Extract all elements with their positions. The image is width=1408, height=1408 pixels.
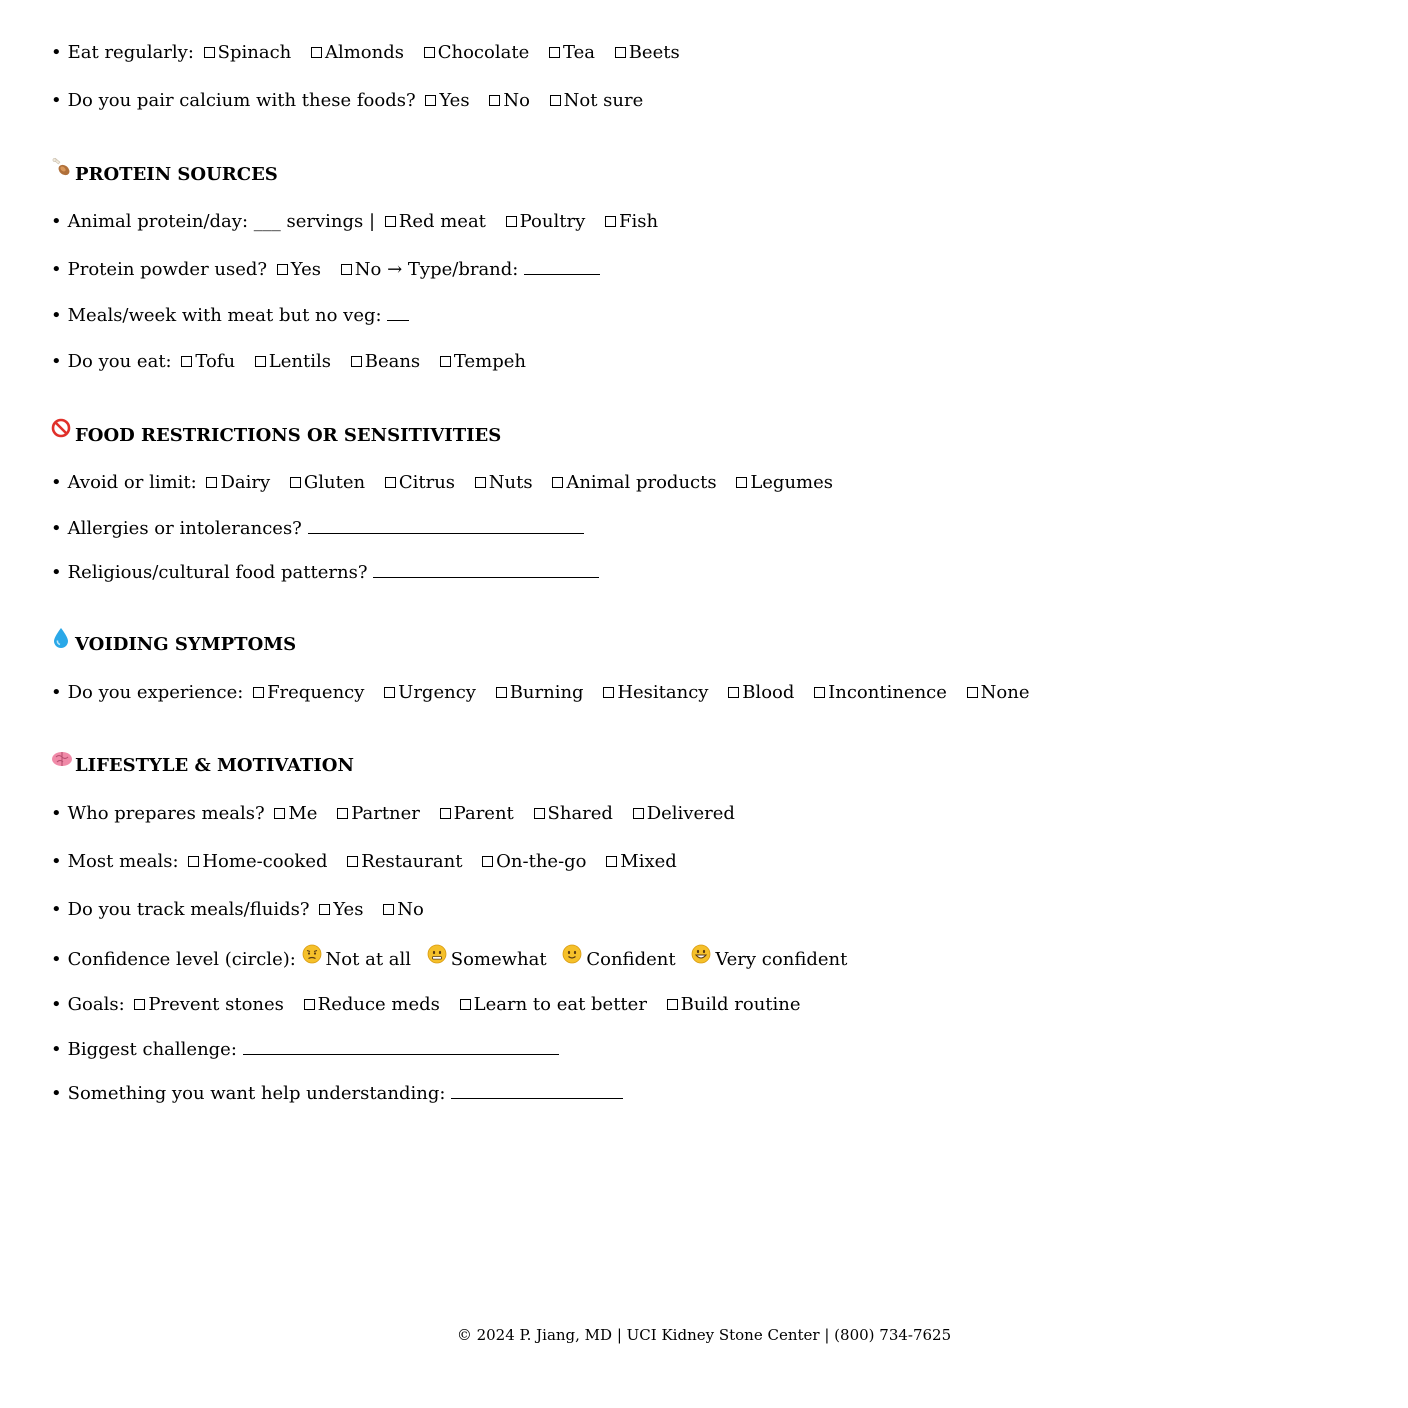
checkbox-beans[interactable] xyxy=(351,356,362,367)
who-prepares-label: Who prepares meals? xyxy=(67,803,265,824)
checkbox-hesitancy[interactable] xyxy=(603,687,614,698)
option-blood: Blood xyxy=(742,682,795,703)
confidence-row xyxy=(51,944,857,972)
checkbox-powder-no[interactable] xyxy=(341,264,352,275)
pair-calcium-row xyxy=(51,89,653,113)
checkbox-burning[interactable] xyxy=(496,687,507,698)
poultry-leg-icon xyxy=(51,161,71,181)
checkbox-gluten[interactable] xyxy=(290,477,301,488)
checkbox-delivered[interactable] xyxy=(633,808,644,819)
brain-icon xyxy=(51,752,71,772)
option-beans: Beans xyxy=(364,351,421,372)
bullet: • xyxy=(51,1083,62,1104)
checkbox-red-meat[interactable] xyxy=(385,216,396,227)
option-delivered: Delivered xyxy=(646,803,735,824)
checkbox-beets[interactable] xyxy=(615,47,626,58)
checkbox-fish[interactable] xyxy=(605,216,616,227)
option-learn-to-eat-better: Learn to eat better xyxy=(473,994,647,1015)
do-you-eat-label: Do you eat: xyxy=(67,351,172,372)
confidence-option-very-confident: Very confident xyxy=(715,949,848,970)
option-almonds: Almonds xyxy=(324,42,404,63)
checkbox-lentils[interactable] xyxy=(255,356,266,367)
option-pair-not-sure: Not sure xyxy=(563,90,644,111)
checkbox-shared[interactable] xyxy=(534,808,545,819)
checkbox-nuts[interactable] xyxy=(475,477,486,488)
option-prevent-stones: Prevent stones xyxy=(148,994,284,1015)
food-restrictions-heading xyxy=(51,422,501,448)
help-understanding-label: Something you want help understanding: xyxy=(67,1083,446,1104)
option-beets: Beets xyxy=(628,42,680,63)
avoid-limit-row xyxy=(51,471,843,495)
neutral-face-icon[interactable] xyxy=(427,944,447,964)
checkbox-home-cooked[interactable] xyxy=(188,856,199,867)
checkbox-reduce-meds[interactable] xyxy=(304,999,315,1010)
track-meals-row xyxy=(51,898,434,922)
food-restrictions-title: FOOD RESTRICTIONS OR SENSITIVITIES xyxy=(75,425,502,446)
option-tempeh: Tempeh xyxy=(453,351,527,372)
lifestyle-title: LIFESTYLE & MOTIVATION xyxy=(75,755,354,776)
option-hesitancy: Hesitancy xyxy=(617,682,709,703)
bullet: • xyxy=(51,90,62,111)
eat-regularly-label: Eat regularly: xyxy=(67,42,194,63)
checkbox-tea[interactable] xyxy=(549,47,560,58)
checkbox-pair-not-sure[interactable] xyxy=(550,95,561,106)
bullet: • xyxy=(51,899,62,920)
option-partner: Partner xyxy=(351,803,420,824)
type-brand-label: Type/brand: xyxy=(407,259,519,280)
voiding-symptoms-heading xyxy=(51,631,296,657)
option-dairy: Dairy xyxy=(220,472,271,493)
checkbox-restaurant[interactable] xyxy=(347,856,358,867)
option-pair-yes: Yes xyxy=(439,90,470,111)
prohibited-icon xyxy=(51,422,71,442)
bullet: • xyxy=(51,259,62,280)
option-shared: Shared xyxy=(547,803,613,824)
checkbox-learn-to-eat-better[interactable] xyxy=(460,999,471,1010)
checkbox-poultry[interactable] xyxy=(506,216,517,227)
bullet: • xyxy=(51,472,62,493)
bullet: • xyxy=(51,851,62,872)
most-meals-label: Most meals: xyxy=(67,851,179,872)
option-chocolate: Chocolate xyxy=(437,42,530,63)
bullet: • xyxy=(51,949,62,970)
option-nuts: Nuts xyxy=(488,472,533,493)
checkbox-tempeh[interactable] xyxy=(440,356,451,367)
option-burning: Burning xyxy=(509,682,584,703)
footer-copyright: © 2024 P. Jiang, MD | UCI Kidney Stone Center | (800) 734-7625 xyxy=(456,1326,952,1344)
checkbox-animal-products[interactable] xyxy=(552,477,563,488)
checkbox-dairy[interactable] xyxy=(206,477,217,488)
option-powder-yes: Yes xyxy=(290,259,322,280)
checkbox-prevent-stones[interactable] xyxy=(134,999,145,1010)
checkbox-build-routine[interactable] xyxy=(667,999,678,1010)
eat-regularly-row xyxy=(51,41,690,65)
checkbox-parent[interactable] xyxy=(440,808,451,819)
option-gluten: Gluten xyxy=(303,472,366,493)
option-mixed: Mixed xyxy=(620,851,677,872)
religious-row xyxy=(51,561,599,585)
checkbox-spinach[interactable] xyxy=(204,47,215,58)
meals-no-veg-field[interactable] xyxy=(387,304,409,321)
bullet: • xyxy=(51,211,62,232)
bullet: • xyxy=(51,682,62,703)
checkbox-urgency[interactable] xyxy=(384,687,395,698)
religious-label: Religious/cultural food patterns? xyxy=(67,562,368,583)
allergies-row xyxy=(51,517,584,541)
checkbox-on-the-go[interactable] xyxy=(482,856,493,867)
option-spinach: Spinach xyxy=(217,42,292,63)
option-urgency: Urgency xyxy=(398,682,476,703)
protein-powder-label: Protein powder used? xyxy=(67,259,268,280)
option-restaurant: Restaurant xyxy=(361,851,463,872)
animal-protein-suffix: servings | xyxy=(286,211,376,232)
goals-row xyxy=(51,993,811,1017)
checkbox-pair-no[interactable] xyxy=(489,95,500,106)
option-build-routine: Build routine xyxy=(680,994,801,1015)
religious-field[interactable] xyxy=(373,561,599,578)
allergies-label: Allergies or intolerances? xyxy=(67,518,302,539)
bullet: • xyxy=(51,994,62,1015)
voiding-experience-row xyxy=(51,681,1039,705)
checkbox-incontinence[interactable] xyxy=(814,687,825,698)
option-legumes: Legumes xyxy=(750,472,834,493)
option-home-cooked: Home-cooked xyxy=(202,851,328,872)
option-tofu: Tofu xyxy=(195,351,236,372)
option-powder-no: No xyxy=(354,259,382,280)
help-understanding-row xyxy=(51,1082,623,1106)
option-me: Me xyxy=(288,803,318,824)
checkbox-mixed[interactable] xyxy=(606,856,617,867)
option-track-yes: Yes xyxy=(333,899,364,920)
goals-label: Goals: xyxy=(67,994,125,1015)
help-understanding-field[interactable] xyxy=(451,1082,623,1099)
option-reduce-meds: Reduce meds xyxy=(317,994,440,1015)
checkbox-frequency[interactable] xyxy=(253,687,264,698)
protein-sources-heading xyxy=(51,161,278,187)
do-you-eat-row xyxy=(51,350,536,374)
biggest-challenge-row xyxy=(51,1038,559,1062)
option-parent: Parent xyxy=(453,803,514,824)
checkbox-pair-yes[interactable] xyxy=(425,95,436,106)
voiding-symptoms-title: VOIDING SYMPTOMS xyxy=(75,634,297,655)
option-tea: Tea xyxy=(562,42,595,63)
droplet-icon xyxy=(51,631,71,651)
confidence-option-confident: Confident xyxy=(586,949,676,970)
bullet: • xyxy=(51,351,62,372)
option-lentils: Lentils xyxy=(268,351,331,372)
biggest-challenge-field[interactable] xyxy=(243,1038,559,1055)
bullet: • xyxy=(51,518,62,539)
animal-protein-label: Animal protein/day: xyxy=(67,211,249,232)
option-frequency: Frequency xyxy=(267,682,365,703)
checkbox-track-yes[interactable] xyxy=(319,904,330,915)
protein-powder-row xyxy=(51,258,600,282)
option-none: None xyxy=(980,682,1030,703)
checkbox-blood[interactable] xyxy=(728,687,739,698)
animal-protein-servings-blank[interactable]: ___ xyxy=(253,211,281,232)
biggest-challenge-label: Biggest challenge: xyxy=(67,1039,237,1060)
pair-calcium-label: Do you pair calcium with these foods? xyxy=(67,90,416,111)
checkbox-chocolate[interactable] xyxy=(424,47,435,58)
type-brand-field[interactable] xyxy=(524,258,600,275)
meals-no-veg-row xyxy=(51,304,409,328)
option-poultry: Poultry xyxy=(519,211,586,232)
checkbox-tofu[interactable] xyxy=(181,356,192,367)
grinning-face-icon[interactable] xyxy=(691,944,711,964)
checkbox-partner[interactable] xyxy=(337,808,348,819)
checkbox-none[interactable] xyxy=(967,687,978,698)
confidence-option-not-at-all: Not at all xyxy=(325,949,412,970)
most-meals-row xyxy=(51,850,687,874)
protein-sources-title: PROTEIN SOURCES xyxy=(75,164,278,185)
checkbox-almonds[interactable] xyxy=(311,47,322,58)
slight-smile-face-icon[interactable] xyxy=(562,944,582,964)
bullet: • xyxy=(51,562,62,583)
checkbox-me[interactable] xyxy=(274,808,285,819)
bullet: • xyxy=(51,803,62,824)
bullet: • xyxy=(51,305,62,326)
allergies-field[interactable] xyxy=(308,517,584,534)
option-fish: Fish xyxy=(618,211,659,232)
lifestyle-heading xyxy=(51,752,354,778)
track-meals-label: Do you track meals/fluids? xyxy=(67,899,310,920)
meals-no-veg-label: Meals/week with meat but no veg: xyxy=(67,305,382,326)
checkbox-track-no[interactable] xyxy=(383,904,394,915)
arrow: → xyxy=(387,259,403,280)
checkbox-citrus[interactable] xyxy=(385,477,396,488)
option-on-the-go: On-the-go xyxy=(496,851,587,872)
animal-protein-row xyxy=(51,210,668,234)
option-animal-products: Animal products xyxy=(566,472,717,493)
worried-face-icon[interactable] xyxy=(302,944,322,964)
option-citrus: Citrus xyxy=(398,472,456,493)
checkbox-powder-yes[interactable] xyxy=(277,264,288,275)
confidence-label: Confidence level (circle): xyxy=(67,949,296,970)
bullet: • xyxy=(51,42,62,63)
option-red-meat: Red meat xyxy=(398,211,486,232)
option-incontinence: Incontinence xyxy=(828,682,947,703)
confidence-option-somewhat: Somewhat xyxy=(450,949,547,970)
bullet: • xyxy=(51,1039,62,1060)
avoid-limit-label: Avoid or limit: xyxy=(67,472,197,493)
option-pair-no: No xyxy=(503,90,530,111)
who-prepares-row xyxy=(51,802,745,826)
option-track-no: No xyxy=(397,899,424,920)
voiding-experience-label: Do you experience: xyxy=(67,682,244,703)
checkbox-legumes[interactable] xyxy=(736,477,747,488)
